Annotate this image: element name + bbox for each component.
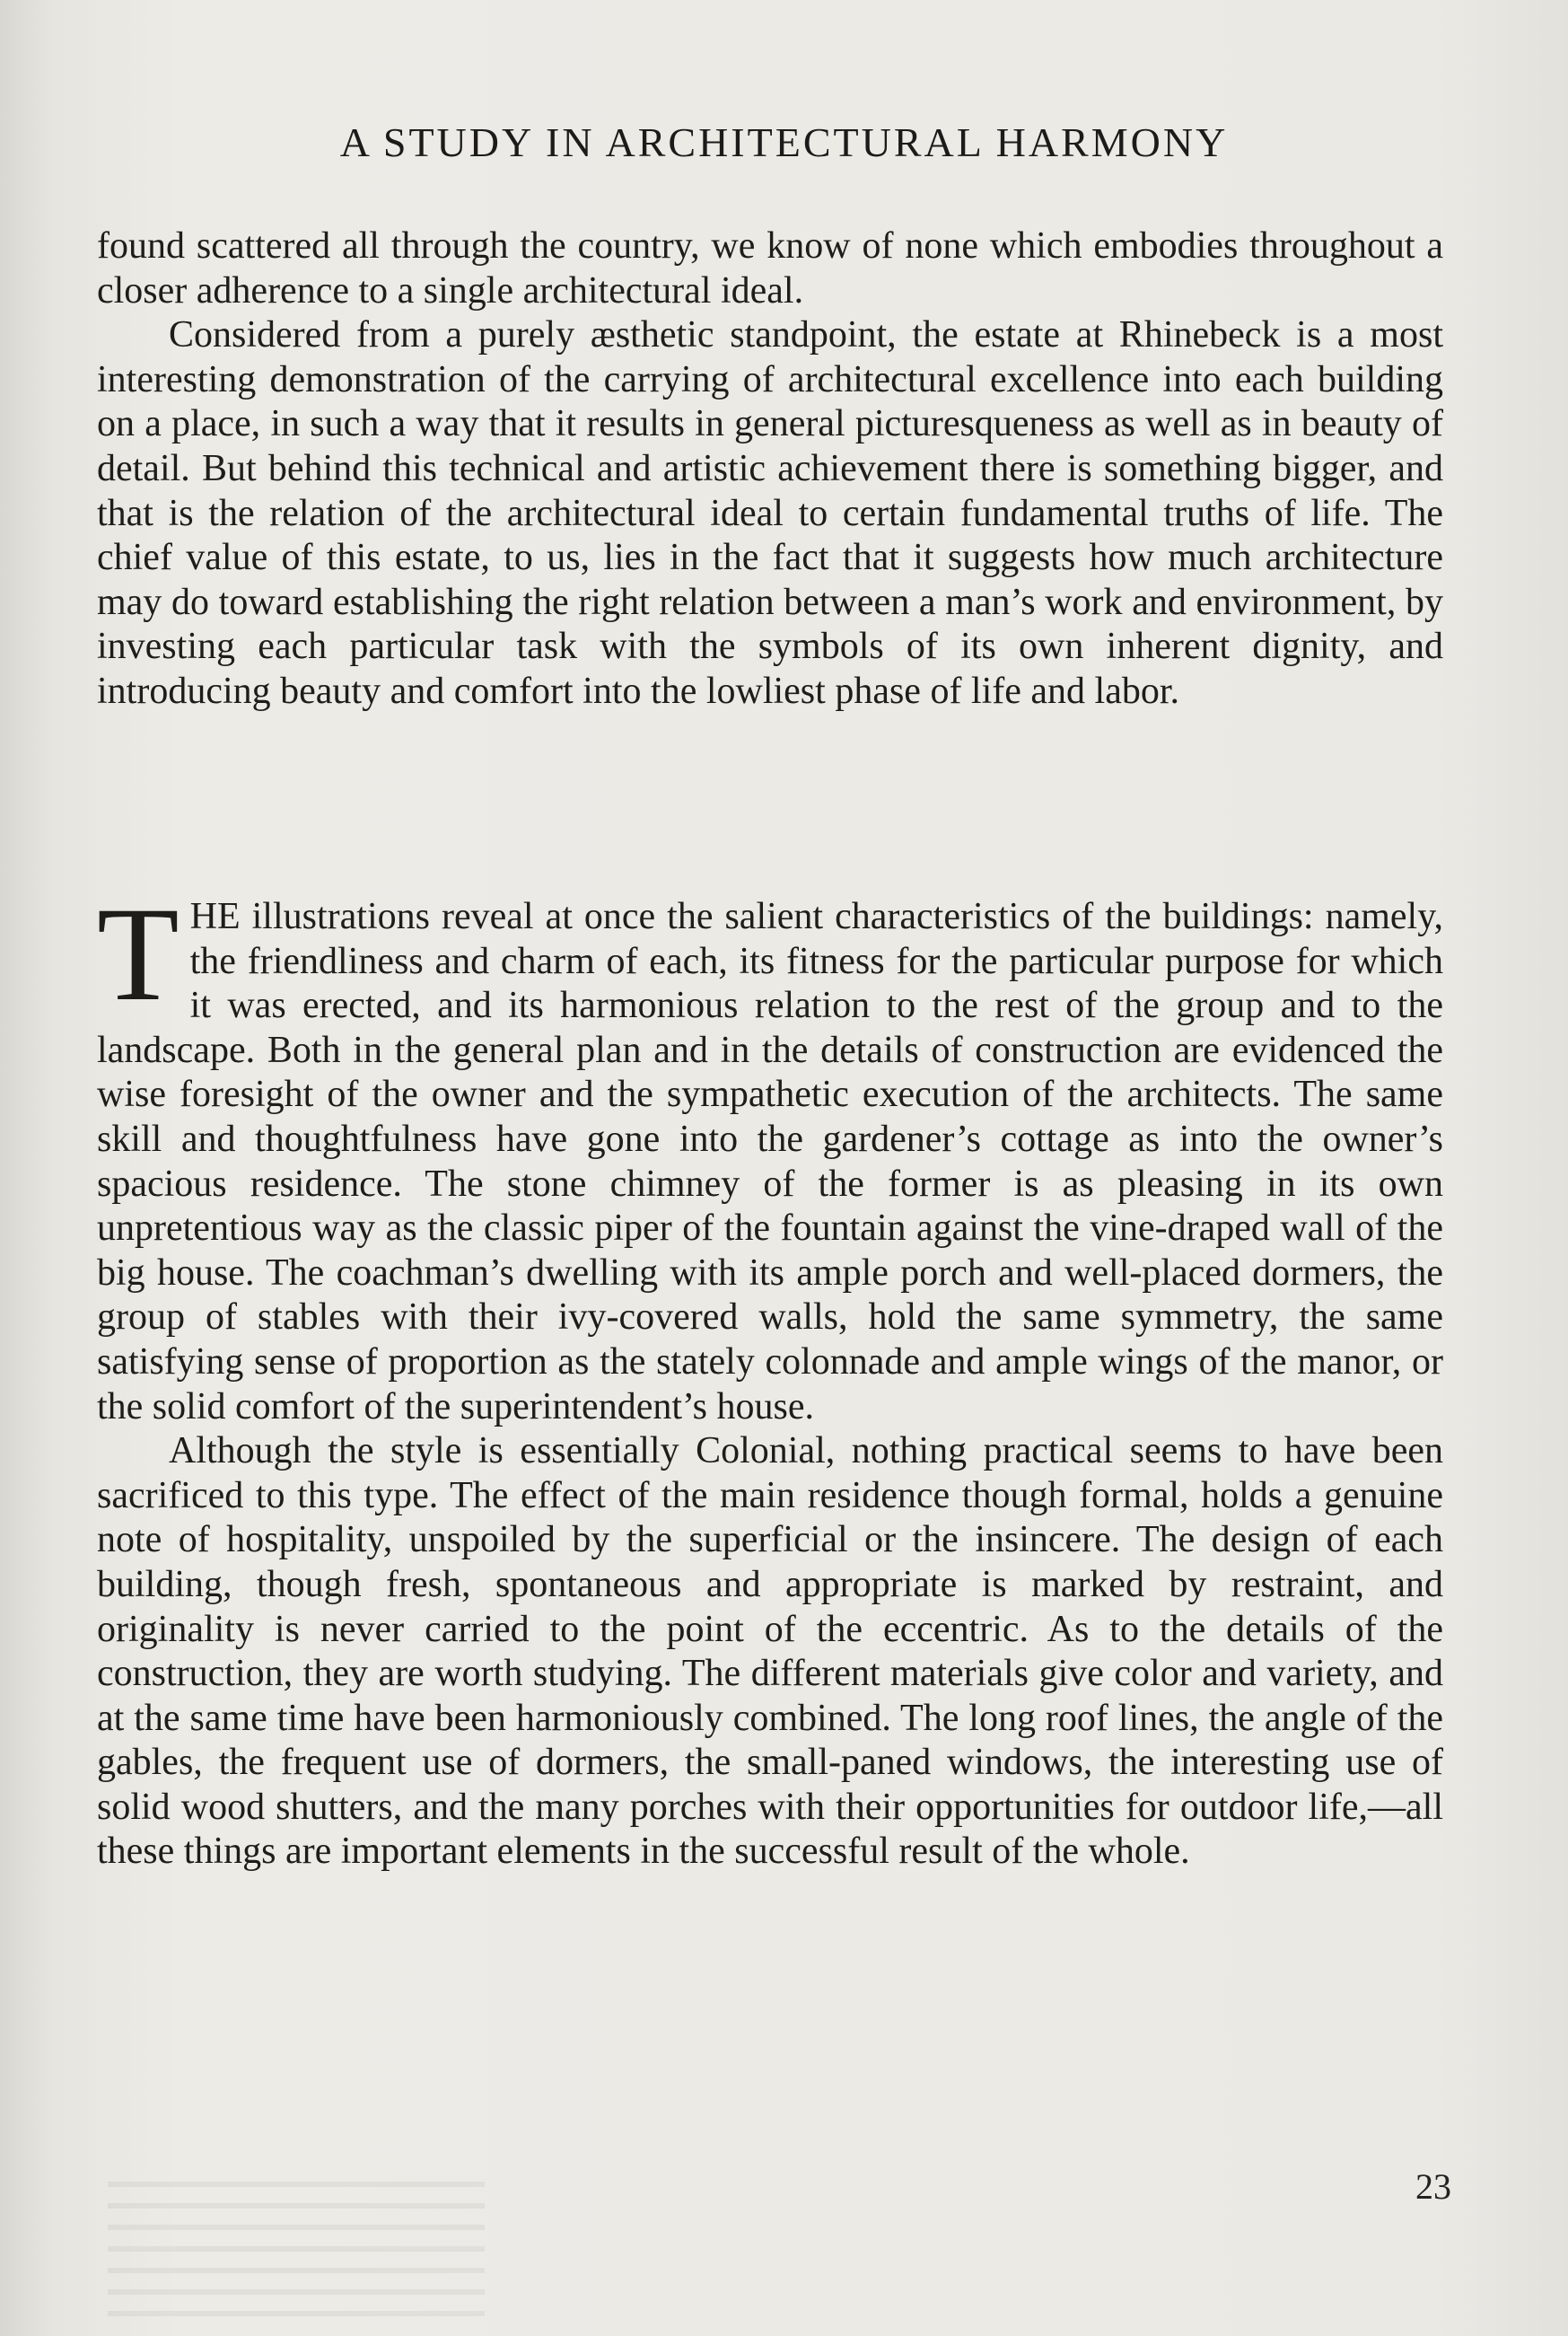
- text-block-top: [97, 224, 1443, 715]
- paragraph-continuation: found scattered all through the country, we know of none which embodies throughout a closer adherence to a single architectural ideal.: [97, 225, 1443, 312]
- paragraph-aesthetic: Considered from a purely æsthetic standpoint, the estate at Rhinebeck is a most interesting demonstration of the carrying of architectural excellence into each building on a place, in such a way that it results in general picturesqueness as well as in beauty of detail. But behind this technical and artistic achievement there is something bigger, and that is the relation of the architectural ideal to certain fundamental truths of life. The chief value of this estate, to us, lies in the fact that it suggests how much architecture may do toward establishing the right relation between a man’s work and environment, by investing each particular task with the symbols of its own inherent dignity, and introducing beauty and comfort into the lowliest phase of life and labor.: [97, 314, 1443, 712]
- running-head: A STUDY IN ARCHITECTURAL HARMONY: [339, 119, 1229, 165]
- paragraph-illustrations: [97, 880, 1443, 1429]
- show-through-text: [108, 2182, 485, 2316]
- paragraph-illustrations-body: illustrations reveal at once the salient characteristics of the buildings: namely, the friendliness and charm of each, its fitness for the particular purpose for which it was erected, and its harmonious relation to the rest of the group and to the landscape. Both in the general plan and in the details of construction are evidenced the wise foresight of the owner and the sympathetic execution of the architects. The same skill and thoughtfulness have gone into the gardener’s cottage as into the owner’s spacious residence. The stone chimney of the former is as pleasing in its own unpretentious way as the classic piper of the fountain against the vine-draped wall of the big house. The coachman’s dwelling with its ample porch and well-placed dormers, the group of stables with their ivy-covered walls, hold the same symmetry, the same satisfying sense of proportion as the stately colonnade and ample wings of the manor, or the solid comfort of the superintendent’s house.: [97, 896, 1443, 1427]
- text-block-bottom: [97, 880, 1443, 1875]
- small-caps-start: HE: [189, 896, 241, 937]
- drop-cap: T: [97, 880, 180, 1029]
- page-number: 23: [1415, 2166, 1451, 2207]
- paragraph-colonial: Although the style is essentially Colonial, nothing practical seems to have been sacrificed to this type. The effect of the main residence though formal, holds a genuine note of hospitality, unspoiled by the superficial or the insincere. The design of each building, though fresh, spontaneous and appropriate is marked by restraint, and originality is never carried to the point of the eccentric. As to the details of the construction, they are worth studying. The different materials give color and variety, and at the same time have been harmoniously combined. The long roof lines, the angle of the gables, the frequent use of dormers, the small-paned windows, the interesting use of solid wood shutters, and the many porches with their opportunities for outdoor life,—all these things are important elements in the successful result of the whole.: [97, 1430, 1443, 1873]
